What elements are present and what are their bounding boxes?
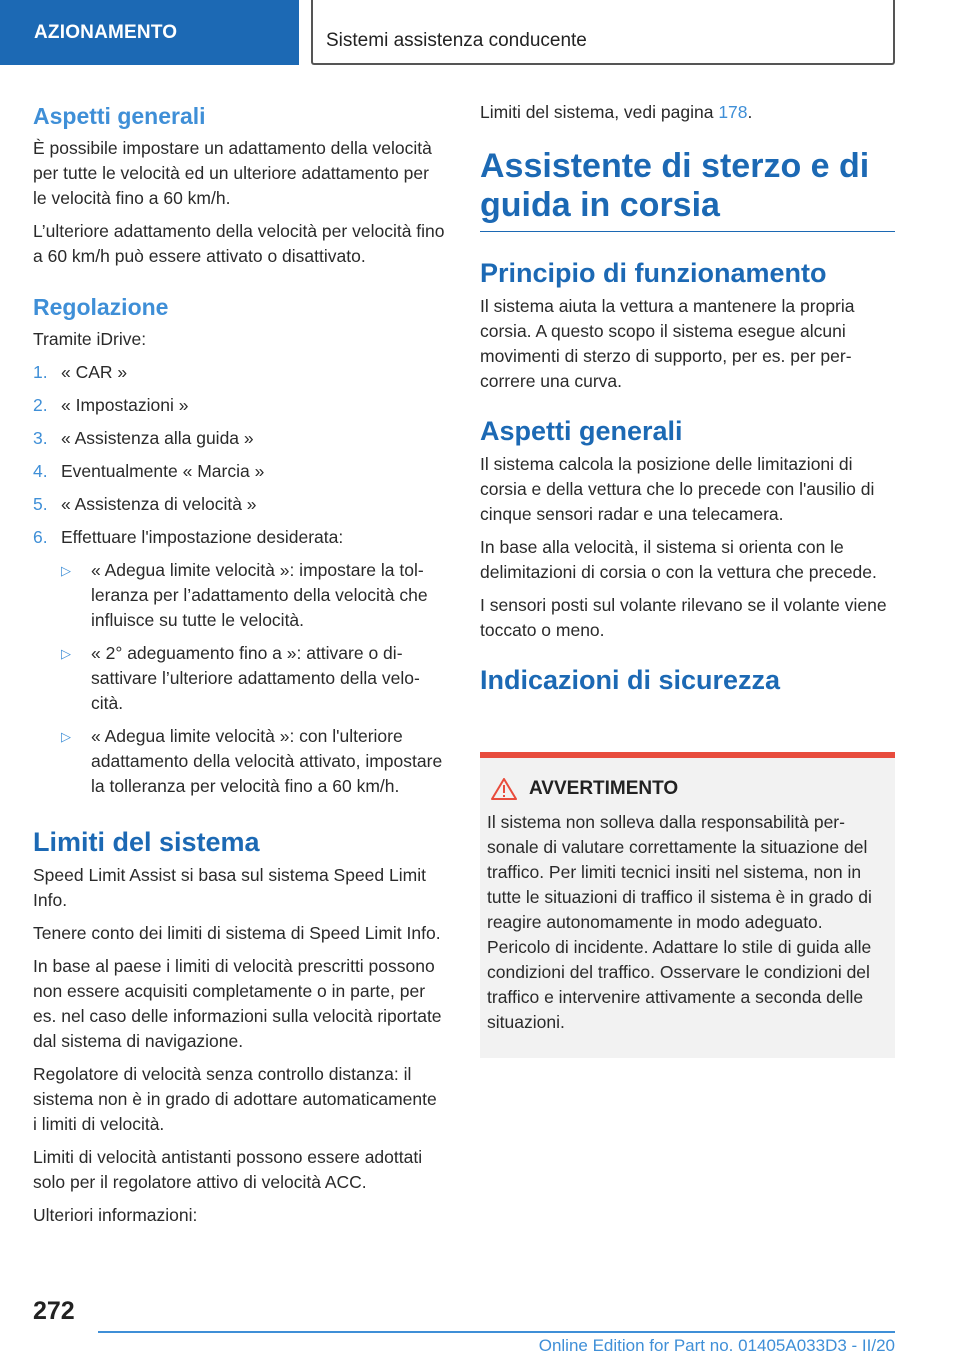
footer-edition: Online Edition for Part no. 01405A033D3 - II/20	[538, 1336, 895, 1355]
paragraph: Limiti di velocità antistanti possono essere adottati solo per il regolatore attivo di velocità ACC.	[33, 1147, 423, 1192]
left-column	[33, 100, 445, 1236]
step-number: 2.	[33, 395, 48, 415]
sub-item	[61, 558, 445, 633]
heading-regolazione: Regolazione	[33, 294, 169, 320]
sub-list	[61, 558, 445, 799]
paragraph: Ulteriori informazioni:	[33, 1205, 198, 1225]
step-number: 3.	[33, 428, 48, 448]
paragraph-page-reference	[480, 100, 895, 125]
sub-item	[61, 724, 445, 799]
step-number: 5.	[33, 494, 48, 514]
step-item	[33, 459, 445, 484]
reference-text: Limiti del sistema, vedi pagina	[480, 102, 719, 122]
paragraph: In base al paese i limiti di velocità prescritti possono non essere acquisiti completamente o in parte, per es. nel caso delle informazioni sulla velocità riportate dal sistema di navigazione.	[33, 956, 442, 1051]
paragraph: Tramite iDrive:	[33, 329, 147, 349]
bullet-triangle-icon: ▷	[61, 563, 71, 578]
warning-header	[487, 778, 887, 800]
step-text: « CAR »	[61, 362, 128, 382]
heading-indicazioni-sicurezza: Indicazioni di sicurezza	[480, 665, 781, 695]
heading-principio: Principio di funzionamento	[480, 258, 827, 288]
step-number: 4.	[33, 461, 48, 481]
heading-aspetti-generali: Aspetti generali	[33, 103, 206, 129]
paragraph: In base alla velocità, il sistema si orienta con le delimitazioni di corsia o con la vettura che precede.	[480, 537, 877, 582]
step-text: Effettuare l'impostazione desiderata:	[61, 527, 344, 547]
paragraph: Il sistema aiuta la vettura a mantenere la propria corsia. A questo scopo il sistema esegue alcuni movimenti di sterzo di supporto, per es. per percorrere una curva.	[480, 296, 855, 391]
paragraph: È possibile impostare un adattamento della velocità per tutte le velocità ed un ulteriore adattamento per le velocità fino a 60 km/h.	[33, 138, 432, 208]
page-link[interactable]: 178	[718, 102, 748, 122]
step-text: « Impostazioni »	[61, 395, 189, 415]
warning-triangle-icon	[491, 778, 517, 800]
heading-aspetti-generali: Aspetti generali	[480, 416, 683, 446]
step-number: 1.	[33, 362, 48, 382]
sub-item-text: « Adegua limite velocità »: impostare la tolleranza per l’adattamento della velocità che influisce su tutte le velocità.	[91, 560, 428, 630]
step-text: « Assistenza alla guida »	[61, 428, 254, 448]
section-tab: AZIONAMENTO	[0, 0, 299, 65]
sub-item	[61, 641, 445, 716]
paragraph: Tenere conto dei limiti di sistema di Speed Limit Info.	[33, 923, 441, 943]
paragraph: L’ulteriore adattamento della velocità per velocità fino a 60 km/h può essere attivato o disattivato.	[33, 221, 445, 266]
heading-limiti-del-sistema: Limiti del sistema	[33, 827, 260, 857]
paragraph: Regolatore di velocità senza controllo distanza: il sistema non è in grado di adottare automaticamente i limiti di velocità.	[33, 1064, 437, 1134]
step-text: « Assistenza di velocità »	[61, 494, 257, 514]
paragraph: I sensori posti sul volante rilevano se il volante viene toccato o meno.	[480, 595, 887, 640]
chapter-title: Sistemi assistenza conducente	[311, 0, 895, 65]
right-column	[480, 100, 895, 701]
warning-title: AVVERTIMENTO	[529, 778, 679, 799]
bullet-triangle-icon: ▷	[61, 646, 71, 661]
step-item	[33, 393, 445, 418]
step-number: 6.	[33, 527, 48, 547]
warning-text: Il sistema non solleva dalla responsabilità personale di valutare correttamente la situazione del traffico. Per limiti tecnici insiti nel sistema, non in tutte le situazioni di traffico il sistema è in grado di reagire autonomamente in modo adeguato. Pericolo di incidente. Adattare lo stile di guida alle condizioni del traffico. Osservare le condizioni del traffico e intervenire attivamente a seconda delle situazioni.	[487, 812, 872, 1032]
step-item	[33, 426, 445, 451]
step-item	[33, 492, 445, 517]
reference-suffix: .	[747, 102, 753, 122]
step-text: Eventualmente « Marcia »	[61, 461, 265, 481]
sub-item-text: « Adegua limite velocità »: con l'ulteriore adattamento della velocità attivato, impostare la tolleranza per velocità fino a 60 km/h.	[91, 726, 443, 796]
step-item	[33, 525, 445, 799]
bullet-triangle-icon: ▷	[61, 729, 71, 744]
paragraph: Speed Limit Assist si basa sul sistema Speed Limit Info.	[33, 865, 426, 910]
paragraph: Il sistema calcola la posizione delle limitazioni di corsia e della vettura che lo precede con l'ausilio di cinque sensori radar e una telecamera.	[480, 454, 875, 524]
warning-box	[480, 752, 895, 1058]
sub-item-text: « 2° adeguamento fino a »: attivare o disattivare l’ulteriore adattamento della velocità.	[91, 643, 420, 713]
main-heading: Assistente di sterzo e di guida in corsia	[480, 147, 895, 232]
step-item	[33, 360, 445, 385]
page-number: 272	[33, 1297, 75, 1325]
steps-list	[33, 360, 445, 799]
